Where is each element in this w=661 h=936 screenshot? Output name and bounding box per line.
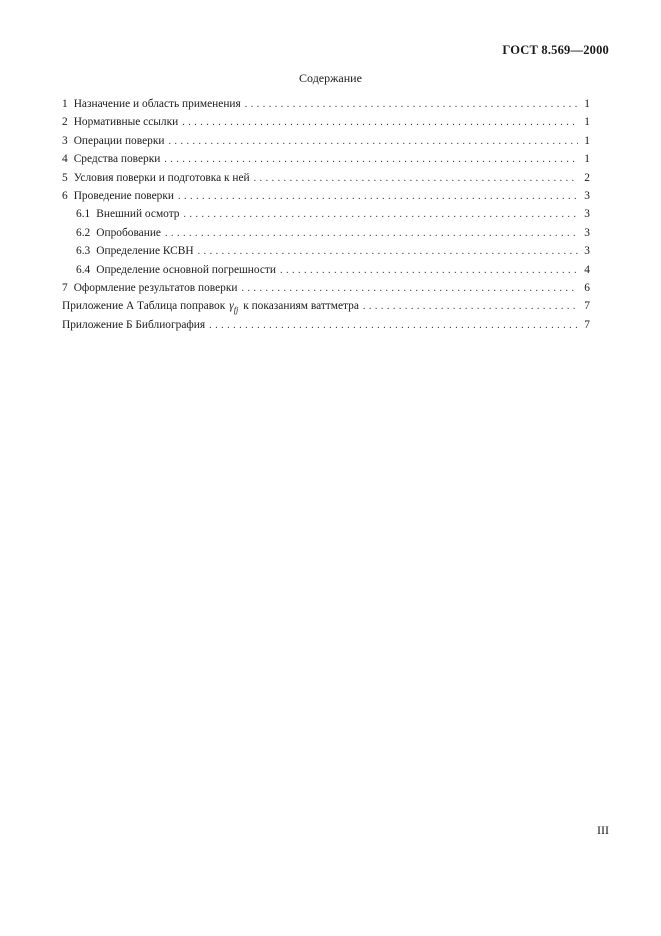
toc-entry-label: Назначение и область применения	[73, 98, 241, 110]
toc-leader-dots	[280, 262, 578, 280]
toc-entry-number: 2	[62, 116, 68, 129]
toc-entry-number: 3	[62, 134, 68, 147]
toc-entry-label: Средства поверки	[73, 153, 161, 166]
toc-entry-appendix-a[interactable]	[62, 297, 590, 315]
toc-entry-page: 7	[584, 300, 590, 313]
toc-entry-page: 7	[584, 318, 590, 331]
toc-entry-number: 5	[62, 171, 68, 184]
gamma-symbol-letter: γ	[229, 300, 234, 313]
toc-entry-label: Проведение поверки	[73, 189, 174, 202]
toc-entry-label: Операции поверки	[73, 134, 165, 147]
toc-entry-number: 6.2	[76, 226, 91, 239]
toc-entry-label-pre: Приложение А Таблица поправок	[62, 300, 226, 313]
toc-entry-label: Приложение Б Библиография	[62, 318, 206, 331]
toc-entry-page: 4	[584, 263, 590, 276]
toc-entry-page: 3	[584, 208, 590, 221]
toc-entry-page: 1	[584, 116, 590, 129]
toc-entry-number: 4	[62, 153, 68, 166]
toc-title: Содержание	[299, 71, 362, 85]
toc-entry-page: 1	[584, 98, 590, 110]
toc-leader-dots	[198, 243, 578, 261]
document-code: ГОСТ 8.569—2000	[502, 43, 609, 57]
toc-entry-page: 3	[584, 245, 590, 258]
toc-entry-label: Условия поверки и подготовка к ней	[73, 171, 250, 184]
toc-leader-dots	[182, 114, 578, 132]
toc-entry-6-1[interactable]	[62, 205, 590, 223]
toc-leader-dots	[165, 225, 578, 243]
toc-leader-dots	[363, 298, 578, 316]
toc-entry-label: Определение КСВН	[96, 245, 194, 258]
toc-entry-4[interactable]	[62, 150, 590, 168]
toc-entry-page: 3	[584, 189, 590, 202]
toc-entry-label: Внешний осмотр	[96, 208, 180, 221]
toc-entry-number: 6.1	[76, 208, 91, 221]
toc-leader-dots	[164, 151, 578, 169]
toc-entry-6-2[interactable]	[62, 224, 590, 242]
toc-entry-7[interactable]	[62, 279, 590, 297]
toc-entry-label: Нормативные ссылки	[73, 116, 179, 129]
toc-entry-page: 2	[584, 171, 590, 184]
table-of-contents	[62, 95, 590, 334]
toc-leader-dots	[178, 188, 578, 206]
page-number: III	[597, 823, 609, 837]
toc-leader-dots	[184, 206, 578, 224]
toc-entry-number: 1	[62, 98, 68, 110]
toc-entry-appendix-b[interactable]	[62, 316, 590, 334]
toc-entry-3[interactable]	[62, 132, 590, 150]
toc-entry-page: 6	[584, 281, 590, 294]
toc-leader-dots	[168, 133, 578, 151]
toc-entry-6-4[interactable]	[62, 261, 590, 279]
toc-entry-number: 7	[62, 281, 68, 294]
toc-leader-dots	[254, 170, 578, 188]
toc-entry-label: Опробование	[96, 226, 161, 239]
gamma-symbol	[229, 300, 239, 315]
toc-entry-page: 1	[584, 134, 590, 147]
toc-entry-1[interactable]	[62, 95, 590, 113]
toc-leader-dots	[241, 280, 578, 298]
toc-entry-6-3[interactable]	[62, 242, 590, 260]
toc-entry-number: 6	[62, 189, 68, 202]
toc-entry-page: 3	[584, 226, 590, 239]
toc-entry-number: 6.3	[76, 245, 91, 258]
toc-entry-number: 6.4	[76, 263, 91, 276]
toc-entry-5[interactable]	[62, 169, 590, 187]
toc-entry-page: 1	[584, 153, 590, 166]
toc-leader-dots	[209, 317, 578, 335]
toc-entry-label: Оформление результатов поверки	[73, 281, 238, 294]
toc-leader-dots	[245, 96, 578, 114]
toc-entry-label-post: к показаниям ваттметра	[243, 300, 359, 313]
toc-entry-6[interactable]	[62, 187, 590, 205]
toc-entry-2[interactable]	[62, 113, 590, 131]
toc-entry-label: Определение основной погрешности	[96, 263, 276, 276]
gamma-symbol-subscript: fj	[233, 305, 239, 315]
